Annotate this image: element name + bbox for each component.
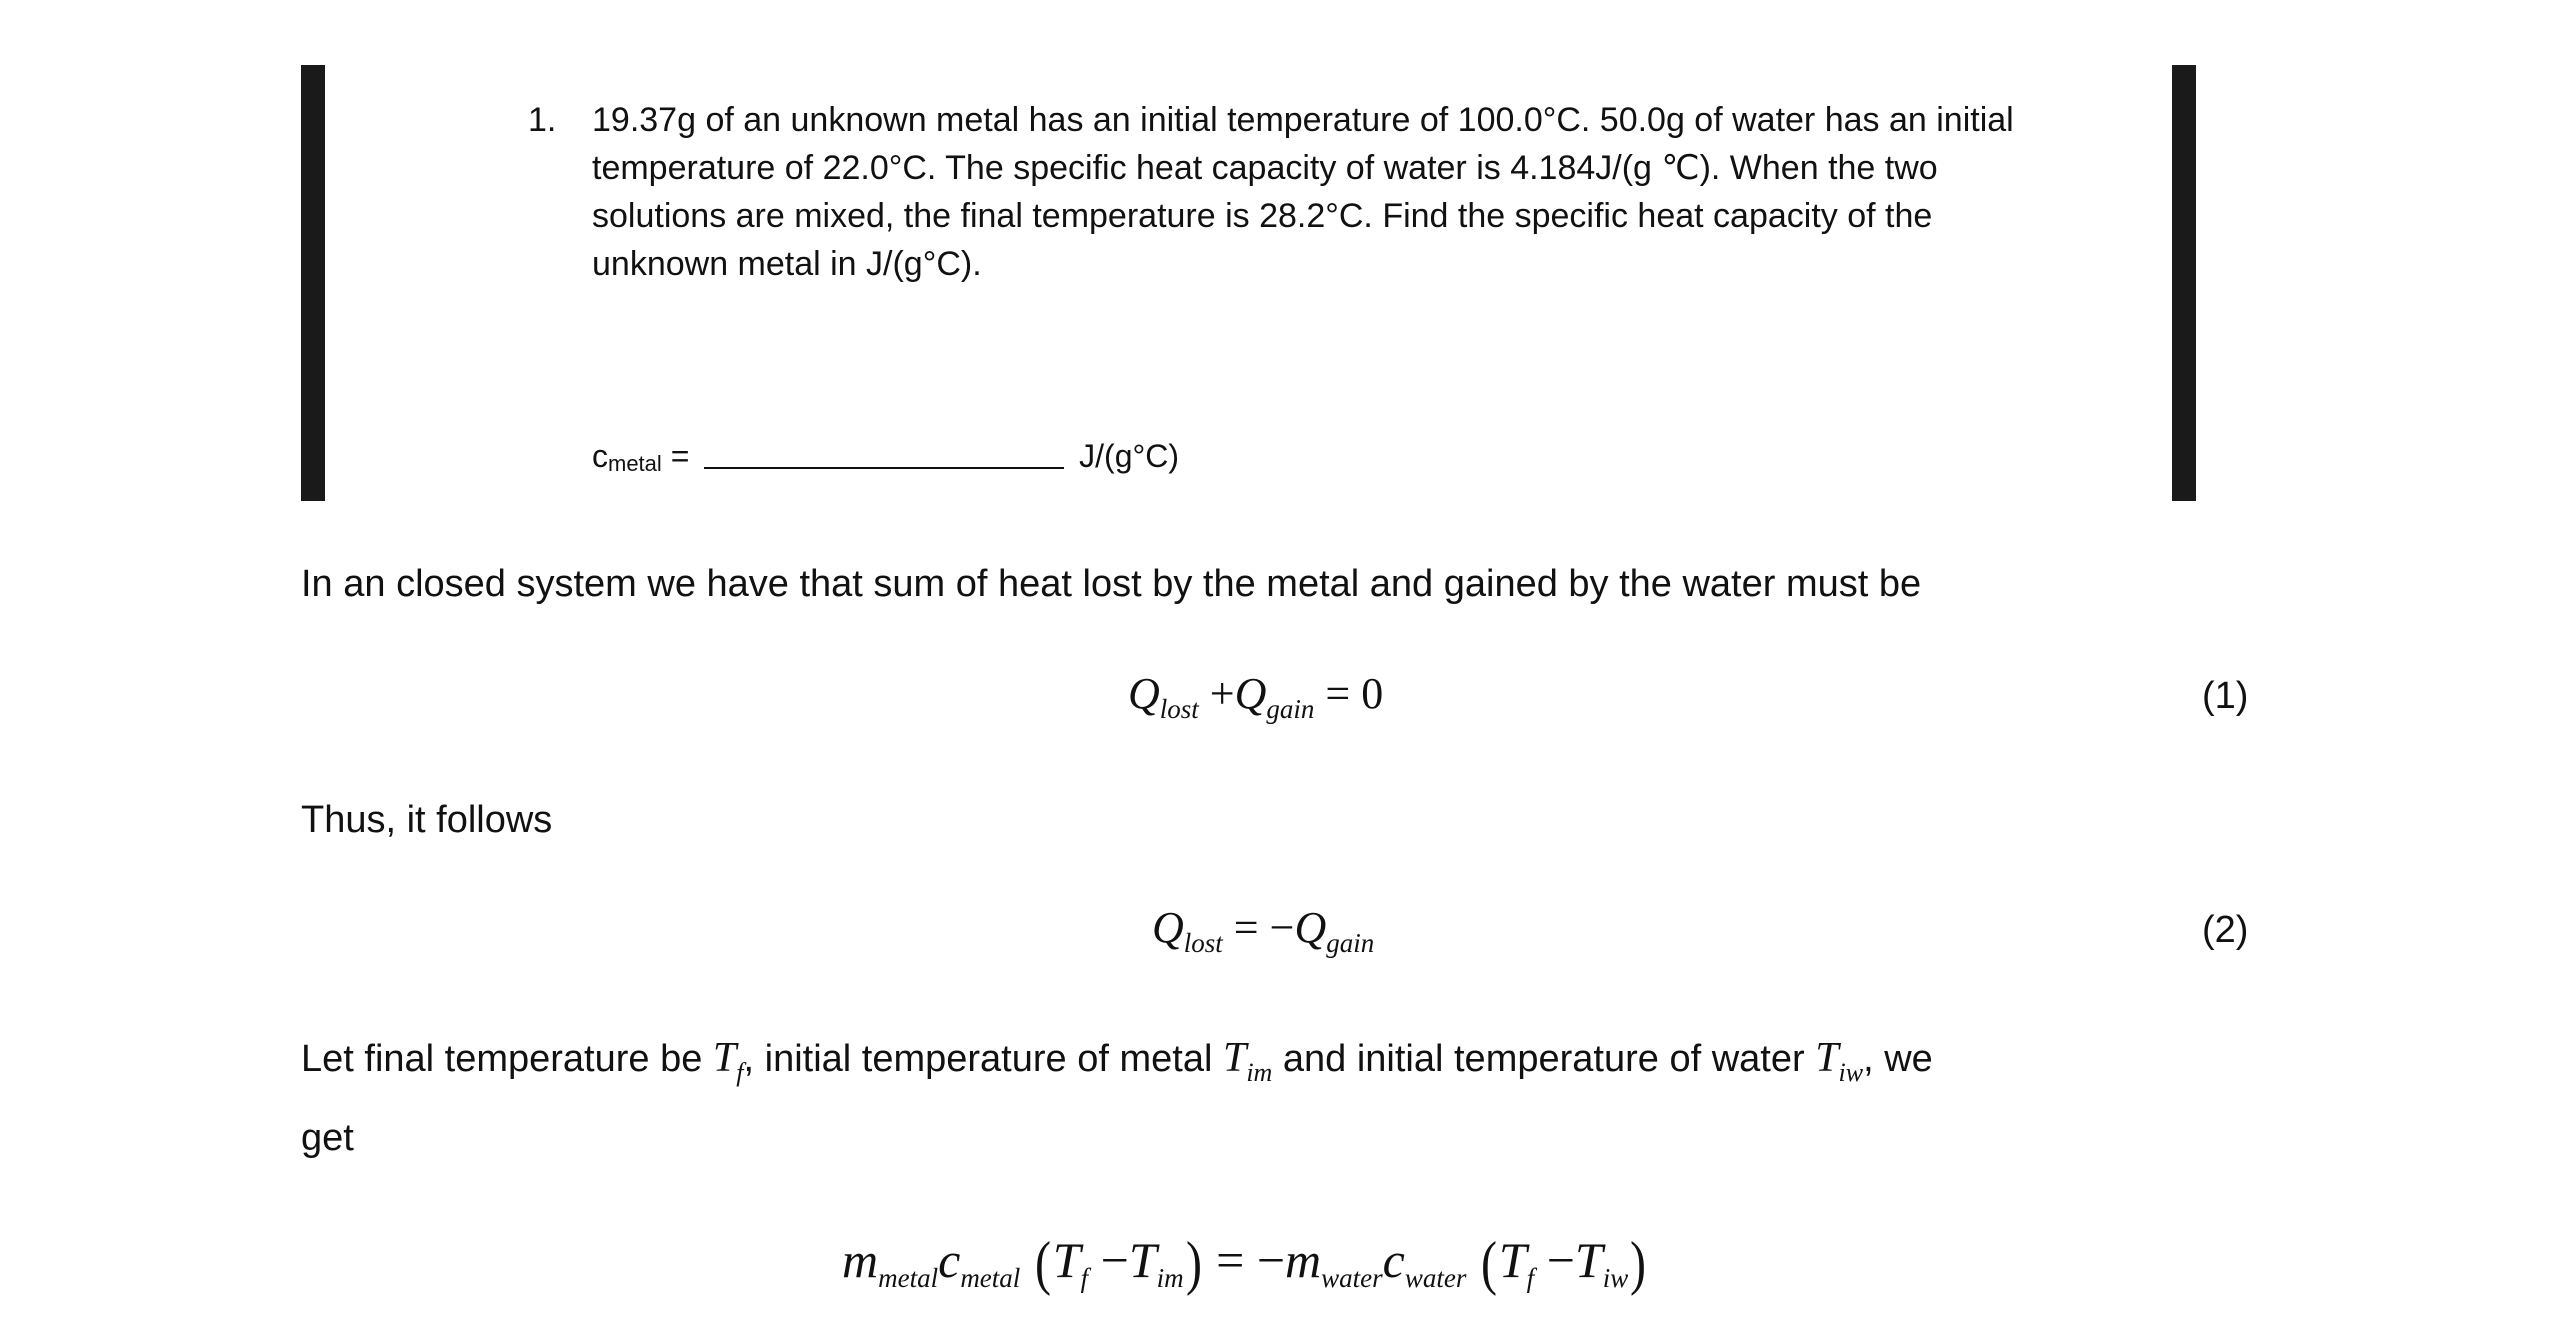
eq2-q2: Q [1294,903,1327,952]
answer-unit: J/(g°C) [1079,438,1180,474]
eq3-c-metal: c [938,1232,961,1288]
problem-box-right-border [2172,65,2196,501]
inline-tiw: $T_{iw}$ [1815,1035,1864,1087]
equation-1 [1128,666,1383,722]
equation-1-number: (1) [2202,675,2249,717]
eq3-m-metal: m [842,1232,879,1288]
para3-text-b: , initial temperature of metal [743,1038,1213,1080]
problem-line: solutions are mixed, the final temperature is 28.2°C. Find the specific heat capacity of the [592,197,1933,235]
eq2-equals: = − [1233,903,1295,952]
eq2-sub-gain: gain [1326,928,1375,958]
para3-text-c: and initial temperature of water [1282,1038,1805,1080]
answer-equals: = [670,438,690,474]
eq3-m-water: m [1285,1232,1322,1288]
problem-line: unknown metal in J/(g°C). [592,245,982,283]
problem-box-left-border [301,65,325,501]
answer-label: c [592,438,608,474]
problem-text [592,96,2122,288]
eq1-rhs: = 0 [1325,669,1384,718]
equation-2 [1152,900,1374,956]
paragraph-thus: Thus, it follows [301,799,553,841]
eq1-q2: Q [1234,669,1267,718]
equation-3: $m_{metal}c_{metal}$ $(T_f -T_{im}) = -m_{water}c_{water}$ $(T_f -T_{iw})$ [842,1230,1647,1296]
inline-tim: $T_{im}$ [1222,1035,1273,1087]
problem-number: 1. [528,101,557,139]
eq1-plus: + [1209,669,1235,718]
para3-text-a: Let final temperature be [301,1038,703,1080]
eq3-c-water: c [1382,1232,1405,1288]
paragraph-let-final [301,1034,1933,1087]
eq1-q: Q [1128,669,1160,718]
inline-tf: $T_f$ [712,1035,744,1087]
equation-2-number: (2) [2202,909,2249,951]
eq2-sub-lost: lost [1183,928,1223,958]
eq2-q: Q [1152,903,1184,952]
answer-blank-line [592,432,1179,488]
paragraph-get: get [301,1117,354,1159]
answer-label-subscript: metal [608,451,662,476]
problem-line: 19.37g of an unknown metal has an initial temperature of 100.0°C. 50.0g of water has an initial [592,101,2014,139]
paragraph-closed-system: In an closed system we have that sum of heat lost by the metal and gained by the water must be [301,563,1922,605]
answer-blank [704,437,1064,469]
eq1-sub-gain: gain [1266,694,1315,724]
eq1-sub-lost: lost [1159,694,1199,724]
eq3-equals: = − [1216,1232,1286,1288]
para3-text-d: , we [1863,1038,1933,1080]
problem-line: temperature of 22.0°C. The specific heat capacity of water is 4.184J/(g ℃). When the two [592,149,1938,187]
